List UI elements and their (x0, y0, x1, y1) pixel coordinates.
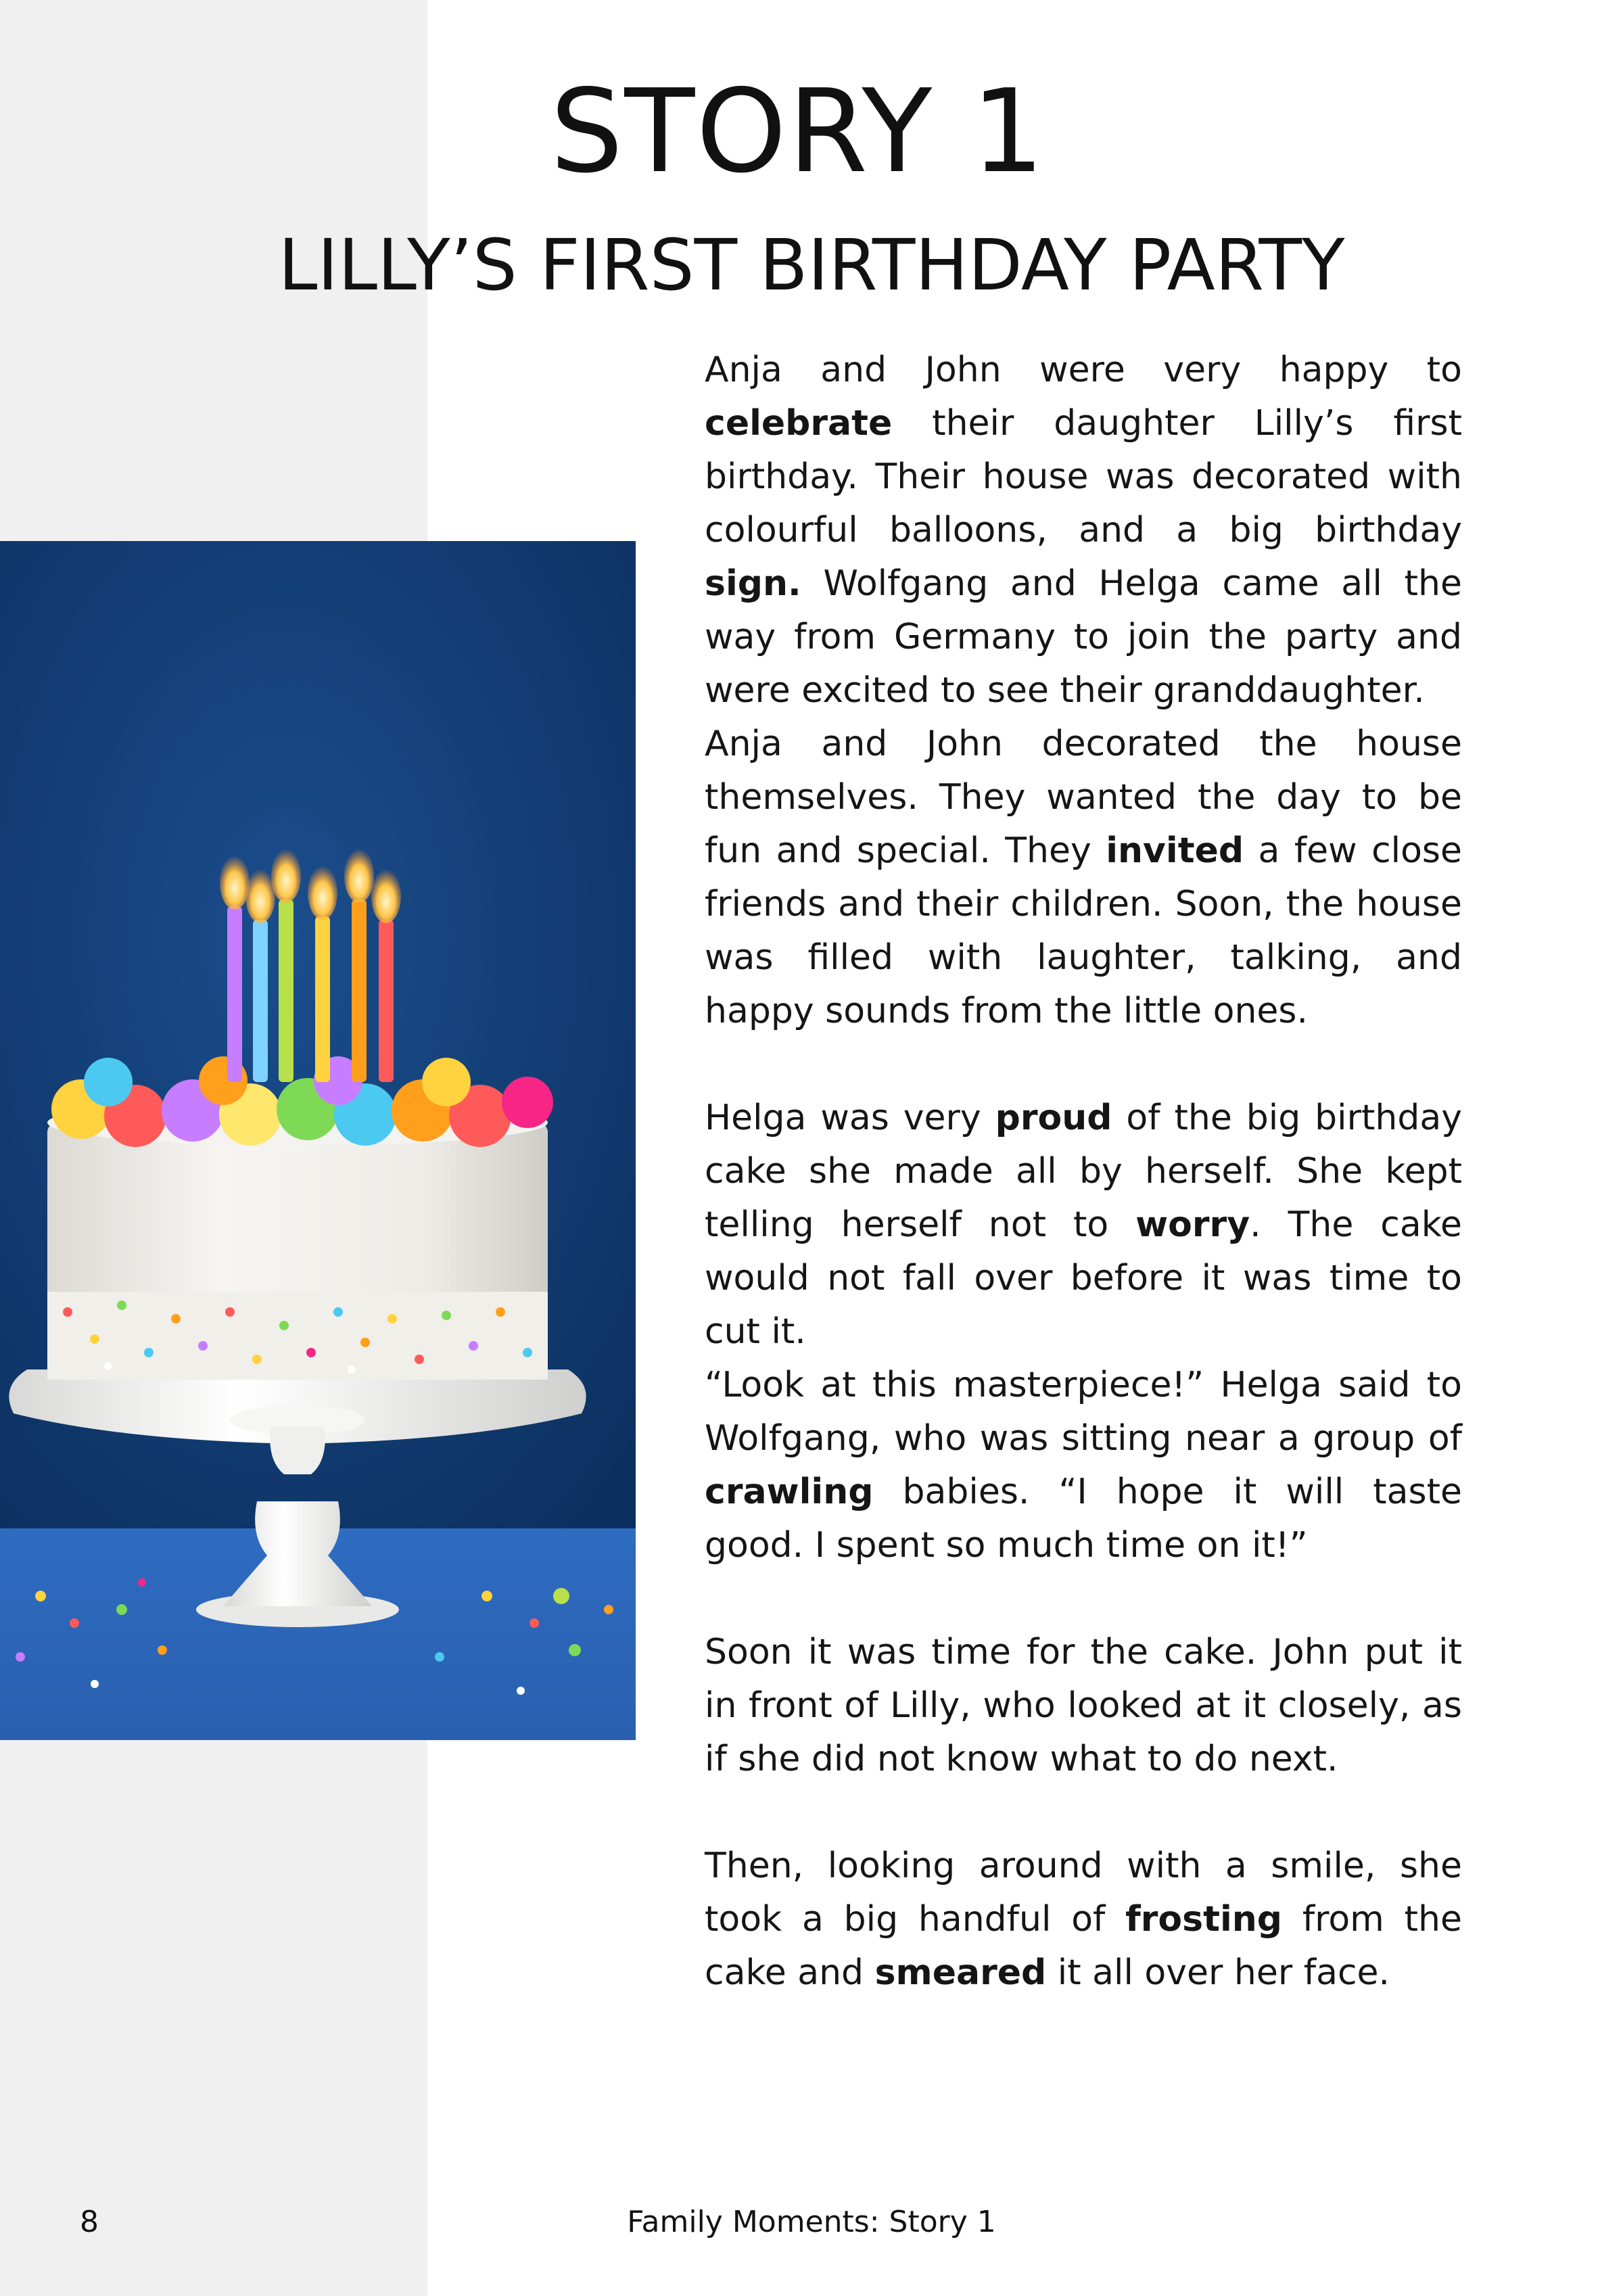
story-paragraph (705, 1092, 1462, 1359)
story-paragraph (705, 1626, 1462, 1786)
story-paragraph (705, 718, 1462, 1038)
text-run: Then, looking around with a smile, she took a big handful of (705, 1846, 1462, 1940)
vocabulary-word: crawling (705, 1472, 874, 1512)
birthday-cake-photo (0, 541, 636, 1740)
vocabulary-word: invited (1106, 830, 1244, 871)
text-run: Helga was very (705, 1098, 995, 1138)
text-run: Soon it was time for the cake. John put it in front of Lilly, who looked at it closely, as if she did not know what to do next. (705, 1632, 1462, 1779)
story-body-text (705, 344, 1462, 2000)
text-run: it all over her face. (1046, 1952, 1390, 1993)
text-run: Wolfgang and Helga came all the way from Germany to join the party and were excited to see their granddaughter. (705, 563, 1462, 711)
text-run: their daughter Lilly’s first birthday. Their house was decorated with colourful balloons, and a big birthday (705, 403, 1462, 550)
vocabulary-word: celebrate (705, 403, 893, 444)
vocabulary-word: smeared (874, 1952, 1047, 1993)
text-run: . The cake would not fall over before it was time to cut it. (705, 1204, 1462, 1352)
story-paragraph (705, 1359, 1462, 1572)
text-run: of the big birthday cake she made all by herself. She kept telling herself not to (705, 1098, 1462, 1245)
story-paragraph (705, 344, 1462, 718)
vocabulary-word: frosting (1125, 1899, 1283, 1940)
page-number: 8 (80, 2205, 99, 2239)
text-run: a few close friends and their children. Soon, the house was filled with laughter, talking, and happy sounds from the little ones. (705, 830, 1462, 1031)
text-run: “Look at this masterpiece!” Helga said to Wolfgang, who was sitting near a group of (705, 1365, 1462, 1459)
text-run: babies. “I hope it will taste good. I spent so much time on it!” (705, 1472, 1462, 1566)
story-title-heading: LILLY’S FIRST BIRTHDAY PARTY (278, 224, 1345, 306)
vocabulary-word: proud (995, 1098, 1112, 1138)
text-run: Anja and John decorated the house themselves. They wanted the day to be fun and special. They (705, 724, 1462, 871)
text-run: from the cake and (705, 1899, 1462, 1993)
story-number-heading: STORY 1 (550, 65, 1046, 199)
birthday-cake-illustration (0, 541, 636, 1740)
vocabulary-word: sign. (705, 563, 801, 604)
story-paragraph (705, 1840, 1462, 2000)
running-footer-title: Family Moments: Story 1 (627, 2205, 996, 2239)
text-run: Anja and John were very happy to (705, 350, 1462, 390)
vocabulary-word: worry (1135, 1204, 1250, 1245)
